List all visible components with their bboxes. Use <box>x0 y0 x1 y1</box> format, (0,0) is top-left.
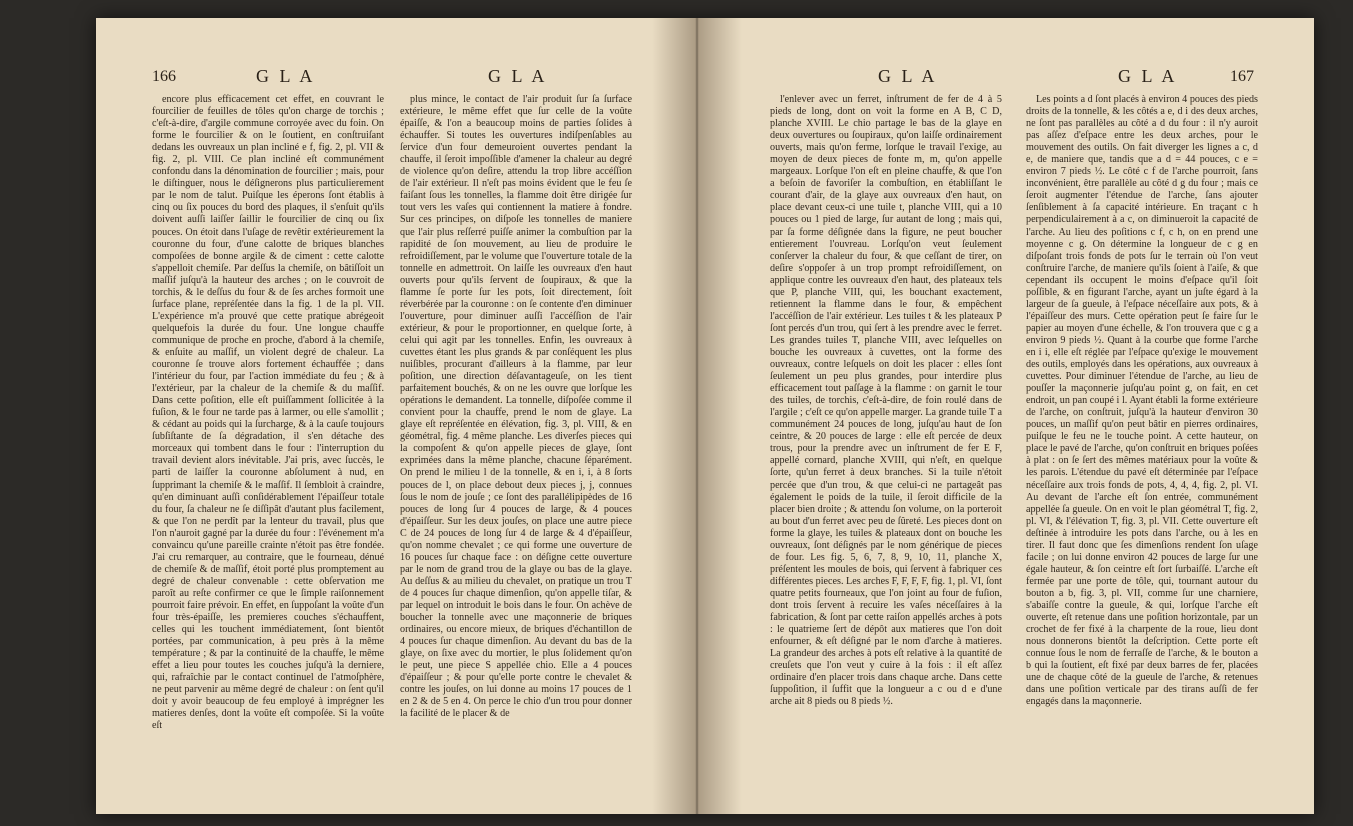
column-text: l'enlever avec un ferret, inſtrument de fer de 4 à 5 pieds de long, dont on voit la forme en A B, C D, planche XVIII. Le chio partage le bas de la glaye en deux ouvertures ou ſoupiraux, qu'on laiſſe ordinairement ouverts, mais qu'on ferme, lorſque le travail l'exige, au moyen de deux pieces de fonte m, m, qu'on appelle margeaux. Lorſque l'on eſt en pleine chauffe, & que l'on a beſoin de favoriſer la combuſtion, en établiſſant le courant d'air, de la glaye aux ouvreaux d'en haut, on place devant ceux-ci une tuile t, planche VIII, qui a 10 pouces ou 1 pied de large, ſur autant de long ; mais qui, par ſa forme déſignée dans la figure, ne peut boucher entierement l'ouvreau. Lorſqu'on veut ſeulement conſerver la chaleur du four, & que ceſſant de tirer, on deſire s'oppoſer à un trop prompt refroidiſſement, on applique contre les ouvreaux d'en haut, des plateaux tels que P, planche VIII, qui, les bouchant exactement, retiennent la flamme dans le four, & empêchent l'accéſſion de l'air extérieur. Les tuiles t & les plateaux P ſont percés d'un trou, qui ſert à les prendre avec le ferret. Les grandes tuiles T, planche VIII, avec leſquelles on bouche les ouvreaux à cuvettes, ont la forme des ouvreaux, contre leſquels on doit les placer : elles ſont ſeulement un peu plus grandes, pour interdire plus efficacement tout paſſage à la flamme : on garnit le tour des tuiles, de torchis, c'eſt-à-dire, de foin roulé dans de l'argile ; c'eſt ce qu'on appelle marger. La grande tuile T a communément 24 pouces de long, juſqu'au haut de ſon ceintre, & 20 pouces de large : elle eſt percée de deux trous, pour la prendre avec un inſtrument de fer E F, appellé cornard, planche XVIII, qui n'eſt, en quelque ſorte, qu'un ferret à deux branches. Si la tuile n'étoit percée que d'un trou, & que celui-ci ne partageât pas également le poids de la tuile, il ſeroit difficile de la placer bien droite ; & attendu ſon volume, on la porteroit au bout d'un ferret avec peu de ſûreté. Les pieces dont on forme la glaye, les tuiles & plateaux dont on bouche les ouvreaux, ſont déſignés par le nom générique de pieces de four. Les fig. 5, 6, 7, 8, 9, 10, 11, planche X, préſentent les moules de bois, qui ſervent à fabriquer ces différentes pieces. Les arches F, F, F, F, fig. 1, pl. VI, ſont quatre petits fourneaux, que l'on joint au four de fuſion, dont trois ſervent à recuire les vaſes néceſſaires à la fabrication, & ſont par cette raiſon appellés arches à pots : le quatrieme ſert de dépôt aux matieres que l'on doit enfourner, & eſt déſigné par le nom d'arche à matieres. La grandeur des arches à pots eſt relative à la quantité de creuſets que l'on veut y cuire à la fois : il eſt aſſez ordinaire d'en placer trois dans chaque arche. Dans cette ſuppoſition, il ſuffit que la longueur a c ou d e d'une arche ait 8 pieds ou 8 pieds ½. <box>770 94 1002 708</box>
text-column <box>400 94 632 790</box>
left-running-head <box>96 66 696 92</box>
headword: G L A <box>878 66 938 86</box>
headword: G L A <box>256 66 316 86</box>
column-text: Les points a d ſont placés à environ 4 pouces des pieds droits de la tonnelle, & les côtés a e, d i des deux arches, ne ſont pas parallèles au côté a d du four : il n'y auroit pas aſſez d'eſpace entre les deux arches, pour le mouvement des outils. On fait diverger les lignes a c, d e, de maniere que, tandis que a d = 44 pouces, c e = environ 7 pieds ½. Le côté c f de l'arche pourroit, ſans inconvénient, être parallèle au côté d g du four ; mais ce ſeroit augmenter l'étendue de l'arche, ſans ajouter ſenſiblement à ſa capacité intérieure. En traçant c h perpendiculairement à a c, on diminueroit la capacité de l'arche. Au lieu des poſitions c f, c h, on en prend une moyenne c g. On détermine la longueur de c g en diſpoſant trois fonds de pots ſur le terrain où l'on veut conſtruire l'arche, de maniere qu'ils ſoient à l'aiſe, & que cependant ils occupent le moins d'eſpace qu'il ſoit poſſible, & en figurant l'arche, ayant un juſte égard à la largeur de ſa gueule, à l'eſpace néceſſaire aux pots, & à l'épaiſſeur des murs. Cette opération peut ſe faire ſur le papier au moyen d'une échelle, & l'on trouvera que c g a environ 9 pieds ½. Quant à la courbe que forme l'arche en i i, elle eſt réglée par l'eſpace qu'exige le mouvement des outils, employés dans les opérations, aux ouvreaux à cuvettes. Pour diminuer l'étendue de l'arche, au lieu de pouſſer la maçonnerie juſqu'au point g, on fait, en cet endroit, un pan coupé i l. Ayant établi la forme extérieure de l'arche, on conſtruit, juſqu'à la hauteur d'environ 30 pouces, un maſſif qu'on peut bâtir en pierres ordinaires, puiſque le feu ne le touche point. A cette hauteur, on place le pavé de l'arche, qu'on conſtruit en briques poſées à plat : on ſe ſert des mêmes matériaux pour la voûte & les parois. L'étendue du pavé eſt déterminée par l'eſpace néceſſaire aux trois fonds de pots, 4, 4, 4, fig. 2, pl. VI. Au devant de l'arche eſt ſon entrée, communément appellée ſa gueule. On en voit le plan géométral T, fig. 2, pl. VI, & l'élévation T, fig. 3, pl. VII. Cette ouverture eſt deſtinée à introduire les pots dans l'arche, ou à les en tirer. Il faut donc que ſes dimenſions rendent ſon uſage facile ; on lui donne environ 42 pouces de large ſur une égale hauteur, & ſon ceintre eſt ſort ſurbaiſſé. L'arche eſt fermée par une porte de tôle, qui, tournant autour du bouton a b, fig. 3, pl. VII, comme ſur une charniere, s'abaiſſe contre la gueule, & qui, lorſque l'arche eſt ouverte, eſt retenue dans une poſition horizontale, par un crochet de fer fixé à la charpente de la roue, lieu dont nous donnerons bientôt la deſcription. Cette porte eſt connue ſous le nom de ferraſſe de l'arche, & le bouton a b qui la ſoutient, eſt fixé par deux barres de fer, placées une de chaque côté de la gueule de l'arche, & retenues dans une poſition verticale par des tirans auſſi de fer engagés dans la maçonnerie. <box>1026 94 1258 708</box>
left-page <box>96 18 696 814</box>
text-column <box>1026 94 1258 790</box>
text-column <box>770 94 1002 790</box>
right-page <box>700 18 1314 814</box>
book-spread <box>96 18 1314 814</box>
headword: G L A <box>488 66 548 86</box>
page-number: 166 <box>152 68 176 85</box>
column-text: encore plus efficacement cet effet, en couvrant le fourcilier de feuilles de tôles qu'on charge de torchis ; c'eſt-à-dire, d'argile commune corroyée avec du foin. On forme le fourcilier & on le ſoutient, en conſtruiſant dedans les ouvreaux un plan incliné e f, fig. 2, pl. VII & fig. 2, pl. VIII. Ce plan incliné eſt communément confondu dans la dénomination de fourcilier ; mais, pour le diſtinguer, nous le déſignerons plus particulierement par le nom de talut. Puiſque les éperons ſont établis à cinq ou ſix pouces du bord des plaques, il s'enſuit qu'ils doivent auſſi laiſſer ſaillir le fourcilier de cinq ou ſix pouces. On étoit dans l'uſage de revêtir extérieurement la couronne du four, d'une calotte de briques blanches compoſées de bonne argile & de ciment : cette calotte s'appelloit chemiſe. Par deſſus la chemiſe, on bâtiſſoit un maſſif juſqu'à la hauteur des arches ; on le couvroit de torchis, & le deſſus du four & de ſes arches formoit une ſurface plane, repréſentée dans la fig. 1 de la pl. VII. L'expérience m'a prouvé que cette pratique abrégeoit quelquefois la durée du four. Une longue chauffe communique de proche en proche, d'abord à la chemiſe, & enſuite au maſſif, un violent degré de chaleur. La couronne ſe trouve alors fortement échauffée ; dans l'intérieur du four, par l'action immédiate du feu ; & à l'extérieur, par la chaleur de la chemiſe & du maſſif. Dans cette poſition, elle eſt puiſſamment ſollicitée à la fuſion, & le four ne tarde pas à larmer, ou elle s'amollit ; & cédant au poids qui la ſurcharge, & à la cauſe toujours ſubſiſtante de ſa dégradation, il s'en détache des morceaux qui tombent dans le four : l'interruption du travail devient alors inévitable. J'ai pris, avec ſuccès, le parti de laiſſer la couronne abſolument à nud, en ſupprimant la chemiſe & le maſſif. Il ſembloit à craindre, qu'en diminuant auſſi conſidérablement l'épaiſſeur totale du four, ſa chaleur ne ſe diſſipât d'autant plus facilement, & que l'on ne perdît par la lenteur du travail, plus que l'on n'auroit gagné par la durée du four : l'événement m'a convaincu qu'une pareille crainte n'étoit pas être fondée. J'ai cru remarquer, au contraire, que le fourneau, dénué de chemiſe & de maſſif, étoit porté plus promptement au degré de chaleur convenable : cette obſervation me paroît au reſte confirmer ce que le ſimple raiſonnement pourroit faire prévoir. En effet, en ſuppoſant la voûte d'un four très-épaiſſe, les premieres couches s'échauffent, celles qui les touchent immédiatement, ſont bientôt portées, par communication, à peu près à la même température ; & par la continuité de la chauffe, le même effet a lieu pour toutes les couches juſqu'à la derniere, qui, rafraîchie par le contact continuel de l'atmoſphère, ne peut parvenir au même degré de chaleur : on ſent qu'il doit y avoir beaucoup de feu employé à imprégner les matieres denſes, dont la voûte eſt compoſée. Si la voûte eſt <box>152 94 384 732</box>
headword: G L A <box>1118 66 1178 86</box>
page-number: 167 <box>1230 68 1254 85</box>
text-column <box>152 94 384 790</box>
column-text: plus mince, le contact de l'air produit ſur ſa ſurface extérieure, le même effet que ſur celle de la voûte épaiſſe, & l'on a beaucoup moins de parties ſolides à échauffer. Si toutes les ouvertures indiſpenſables au ſervice d'un four demeuroient ouvertes pendant la chauffe, il ſeroit impoſſible d'amener la chaleur au degré de violence qu'on deſire, attendu la trop libre accéſſion de l'air extérieur. Il n'eſt pas moins évident que le feu ſe faiſant ſous les tonnelles, la flamme doit être dirigée ſur tout vers les vaſes qui contiennent la matiere à fondre. Sur ces principes, on diſpoſe les tonnelles de maniere que l'air plus reſſerré puiſſe animer la combuſtion par la rapidité de ſon mouvement, au lieu de produire le refroidiſſement, par le volume que l'ouverture totale de la tonnelle en admettroit. On laiſſe les ouvreaux d'en haut ouverts pour qu'ils ſervent de ſoupiraux, & que la flamme ſe porte ſur les pots, ſoit directement, ſoit réverbérée par la couronne : on ſe contente d'en diminuer l'ouverture, pour diminuer auſſi l'accéſſion de l'air extérieur, & pour le proportionner, en quelque ſorte, à celui qui agit par les tonnelles. Enfin, les ouvreaux à cuvettes étant les plus grands & par conſéquent les plus nuiſibles, procurant d'ailleurs à la flamme, par leur poſition, une direction déſavantageuſe, on les tient parfaitement bouchés, & on ne les ouvre que lorſque les opérations le demandent. La tonnelle, diſpoſée comme il convient pour la chauffe, prend le nom de glaye. La glaye eſt repréſentée en élévation, fig. 3, pl. VIII, & en géométral, fig. 4 même planche. Les diverſes pieces qui la compoſent & qu'on appelle pieces de glaye, ſont exprimées dans la même planche, chacune ſéparément. On prend le milieu l de la tonnelle, & en i, i, à 8 ſorts pouces de l, on place debout deux pieces j, j, connues ſous le nom de jouſe ; ce ſont des parallélipipèdes de 16 pouces de long ſur 4 pouces de large, & 4 pouces d'épaiſſeur. Sur les deux jouſes, on place une autre piece C de 24 pouces de long ſur 4 de large & 4 d'épaiſſeur, qu'on nomme chevalet ; ce qui forme une ouverture de 16 pouces ſur chaque face : on déſigne cette ouverture par le nom de grand trou de la glaye ou bas de la glaye. Au deſſus & au milieu du chevalet, on pratique un trou T de 4 pouces ſur chaque dimenſion, qu'on appelle tiſar, & par lequel on introduit le bois dans le four. On achève de boucher la tonnelle avec une maçonnerie de briques ordinaires, ou encore mieux, de briques d'échantillon de 4 pouces ſur chaque dimenſion. Au devant du bas de la glaye, on ſixe avec du mortier, le plus ſolidement qu'on le peut, une piece S appellée chio. Elle a 4 pouces d'épaiſſeur ; & pour qu'elle porte contre le chevalet & contre les jouſes, on lui donne au moins 17 pouces de 1 en 2 & de 5 en 4. On perce le chio d'un trou pour donner la facilité de le placer & de <box>400 94 632 720</box>
right-running-head <box>700 66 1314 92</box>
